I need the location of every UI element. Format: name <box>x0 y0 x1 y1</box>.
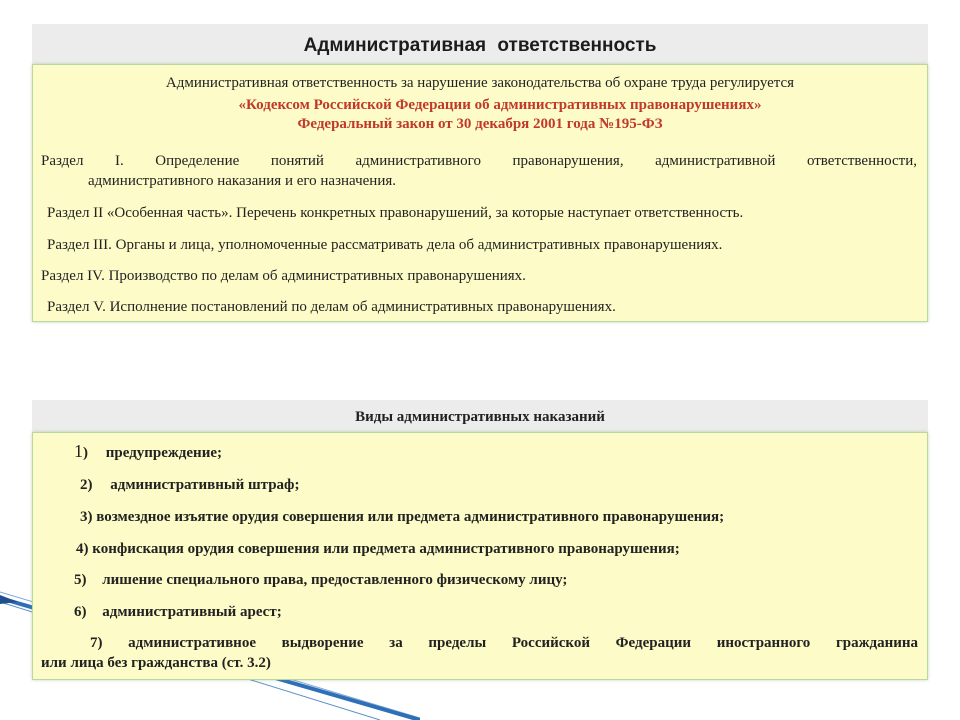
section-item-1: Раздел I. Определение понятий административного правонарушения, административной ответственности, <box>41 153 917 169</box>
penalty-item-2 <box>80 477 299 494</box>
penalty-item-6 <box>74 604 282 621</box>
section-2-header <box>32 400 928 432</box>
penalty-num-6: 6) <box>74 604 87 620</box>
penalty-item-7-cont: или лица без гражданства (ст. 3.2) <box>41 655 271 671</box>
penalty-num-2: 2) <box>80 477 93 493</box>
penalty-text-2: административный штраф; <box>110 477 300 493</box>
section-item-4: Раздел IV. Производство по делам об административных правонарушениях. <box>41 268 526 284</box>
law-reference: Федеральный закон от 30 декабря 2001 года №195-ФЗ <box>297 116 663 132</box>
penalty-item-4: 4) конфискация орудия совершения или предмета административного правонарушения; <box>76 541 680 557</box>
penalty-item-5 <box>74 572 567 589</box>
penalty-item-3: 3) возмездное изъятие орудия совершения или предмета административного правонарушения; <box>80 509 725 525</box>
section-1-content <box>32 64 928 322</box>
penalty-text-5: лишение специального права, предоставленного физическому лицу; <box>102 572 568 588</box>
section-item-2: Раздел II «Особенная часть». Перечень конкретных правонарушений, за которые наступает ответственность. <box>47 205 744 221</box>
section-2-title: Виды административных наказаний <box>355 408 605 425</box>
section-1-title: Административная ответственность <box>303 35 657 56</box>
penalty-item-7: 7) административное выдворение за пределы Российской Федерации иностранного гражданина <box>90 635 918 651</box>
code-title: «Кодексом Российской Федерации об административных правонарушениях» <box>238 97 762 113</box>
penalty-text-1: предупреждение; <box>105 445 222 461</box>
penalty-num-1: 1 <box>74 441 83 461</box>
penalty-num-5: 5) <box>74 572 87 588</box>
section-item-5: Раздел V. Исполнение постановлений по делам об административных правонарушениях. <box>47 299 616 315</box>
intro-text: Административная ответственность за нарушение законодательства об охране труда регулируется <box>165 75 795 91</box>
penalty-item-1 <box>74 441 222 462</box>
section-item-1-cont: административного наказания и его назначения. <box>88 173 397 189</box>
penalty-paren-1: ) <box>83 445 88 461</box>
penalty-text-6: административный арест; <box>102 604 282 620</box>
section-item-3: Раздел III. Органы и лица, уполномоченные рассматривать дела об административных правонарушениях. <box>47 237 723 253</box>
section-2-content <box>32 432 928 680</box>
section-1-header <box>32 24 928 64</box>
